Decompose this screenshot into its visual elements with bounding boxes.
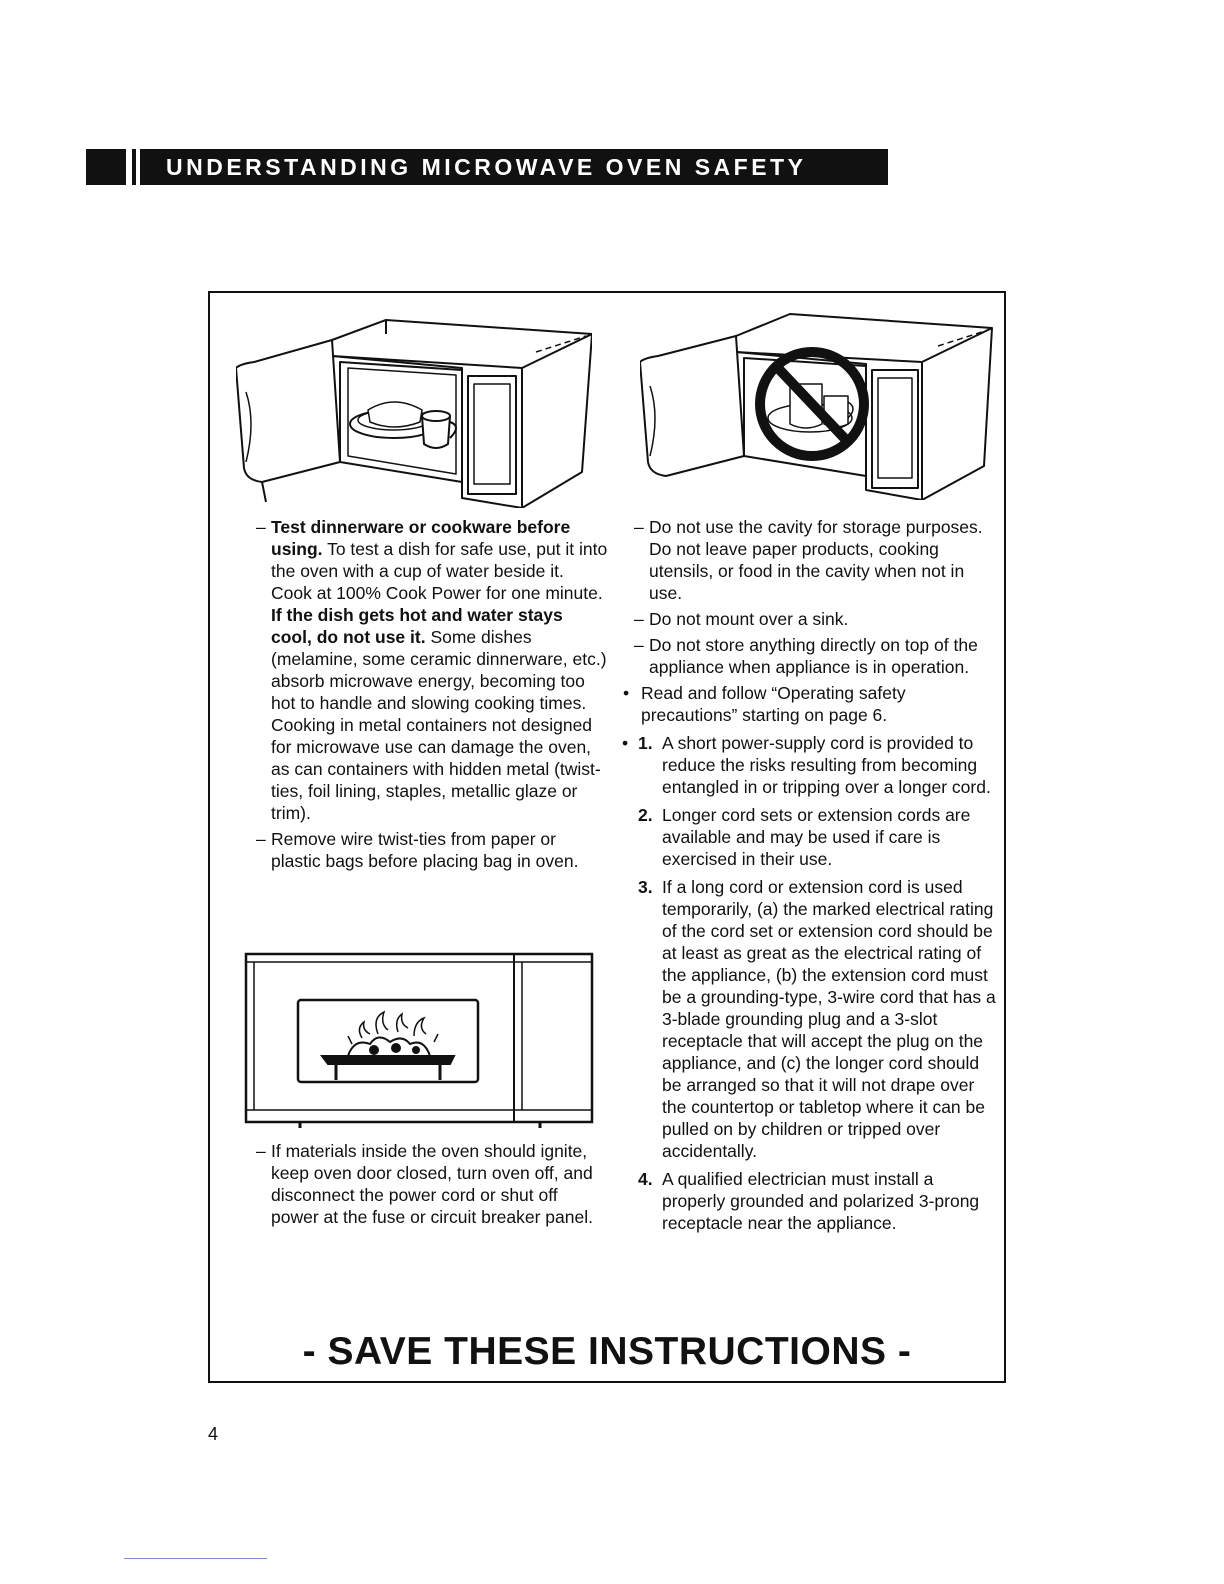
dash-marker: – <box>634 635 644 655</box>
body-text: Do not store anything directly on top of the appliance when appliance is in operation. <box>649 635 978 677</box>
right-text-column <box>622 516 996 1234</box>
item-number: 3. <box>638 877 653 897</box>
emphasis-text: Test dinnerware or cookware before using. <box>271 517 571 559</box>
microwave-dish-test-illustration <box>236 312 592 508</box>
oven-fire-illustration <box>244 952 596 1132</box>
left-text-column-bottom <box>256 1140 596 1228</box>
header-block-decoration <box>86 149 126 185</box>
body-text: Do not use the cavity for storage purposes. Do not leave paper products, cooking utensils, or food in the cavity when not in use. <box>649 517 983 603</box>
body-text: Read and follow “Operating safety precautions” starting on page 6. <box>641 683 906 725</box>
page-number: 4 <box>208 1424 219 1444</box>
numbered-item <box>620 732 996 798</box>
footer-rule <box>124 1558 267 1559</box>
emphasis-text: If the dish gets hot and water stays cool, do not use it. <box>271 605 563 647</box>
header-thin-bar-decoration <box>132 149 136 185</box>
numbered-item <box>620 1168 996 1234</box>
list-item <box>256 828 608 872</box>
body-text: Remove wire twist-ties from paper or plastic bags before placing bag in oven. <box>271 829 579 871</box>
body-text: A qualified electrician must install a properly grounded and polarized 3-prong receptacle near the appliance. <box>662 1169 980 1233</box>
item-number: 4. <box>638 1169 653 1189</box>
save-instructions-title: - SAVE THESE INSTRUCTIONS - <box>302 1330 912 1373</box>
list-item <box>620 682 996 726</box>
body-text: If materials inside the oven should ignite, keep oven door closed, turn oven off, and disconnect the power cord or shut off power at the fuse or circuit breaker panel. <box>271 1141 593 1227</box>
list-item <box>256 516 608 824</box>
list-item <box>634 608 996 630</box>
left-text-column <box>256 516 608 872</box>
no-storage-in-cavity-illustration <box>640 300 996 500</box>
numbered-item <box>620 804 996 870</box>
body-text: Longer cord sets or extension cords are available and may be used if care is exercised in their use. <box>662 805 971 869</box>
section-title: UNDERSTANDING MICROWAVE OVEN SAFETY <box>140 149 888 185</box>
dash-marker: – <box>256 829 266 849</box>
body-text: If a long cord or extension cord is used temporarily, (a) the marked electrical rating of the cord set or extension cord should be at least as great as the electrical rating of the appliance, (b) the extension cord must be a grounding-type, 3-wire cord that has a 3-blade grounding plug and a 3-slot receptacle that will accept the plug on the appliance, and (c) the longer cord should be arranged so that it will not drape over the countertop or tabletop where it can be pulled on by children or tripped over accidentally. <box>662 877 996 1161</box>
item-number: 2. <box>638 805 653 825</box>
bullet-marker: • <box>622 733 629 753</box>
body-text: Do not mount over a sink. <box>649 609 849 629</box>
body-text: A short power-supply cord is provided to reduce the risks resulting from becoming entangled in or tripping over a longer cord. <box>662 733 991 797</box>
dash-marker: – <box>256 517 266 537</box>
dash-marker: – <box>634 517 644 537</box>
body-text: Some dishes (melamine, some ceramic dinnerware, etc.) absorb microwave energy, becoming too hot to handle and slowing cooking times. Cooking in metal containers not designed for microwave use can damage the oven, as can containers with hidden metal (twist-ties, foil lining, staples, metallic glaze or trim). <box>271 627 607 823</box>
item-number: 1. <box>638 733 653 753</box>
list-item <box>256 1140 596 1228</box>
bullet-marker: • <box>623 683 630 703</box>
dash-marker: – <box>256 1141 266 1161</box>
numbered-item <box>620 876 996 1162</box>
list-item <box>634 516 996 604</box>
section-header-bar <box>86 149 888 185</box>
dash-marker: – <box>634 609 644 629</box>
list-item <box>634 634 996 678</box>
body-text: To test a dish for safe use, put it into the oven with a cup of water beside it. Cook at 100% Cook Power for one minute. <box>271 539 608 603</box>
